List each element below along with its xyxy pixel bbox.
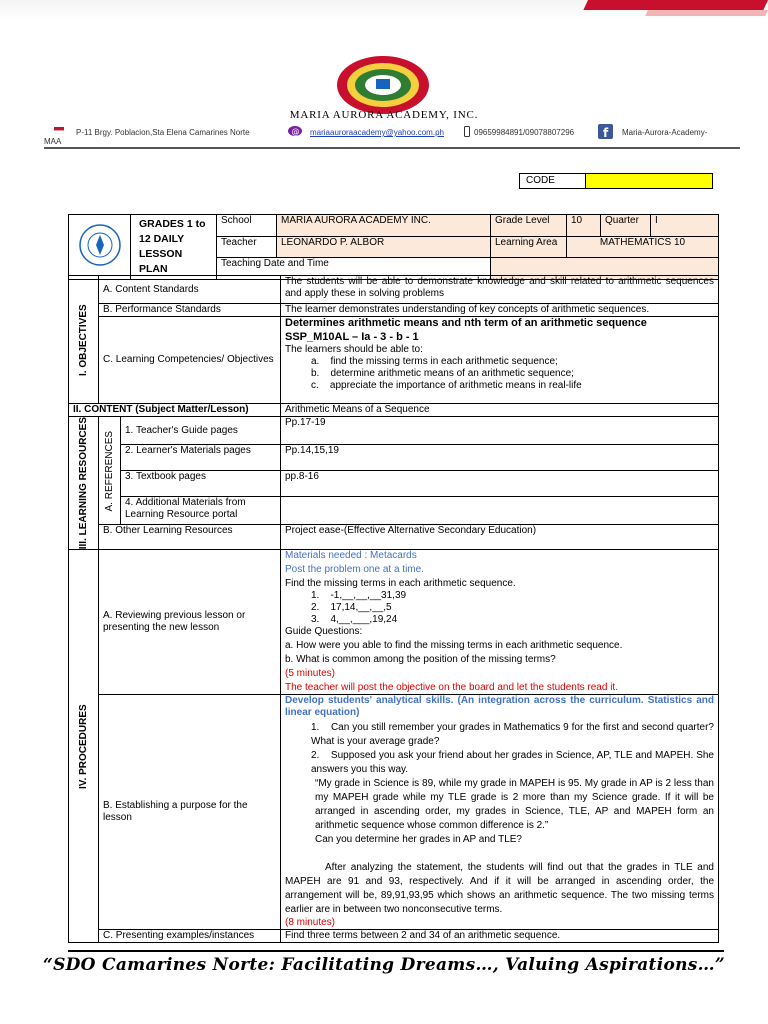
seq-item: 1. -1,__,__,__31,39: [311, 590, 407, 602]
phone-icon: [464, 126, 470, 139]
competency-item: c. appreciate the importance of arithmetic means in real-life: [311, 380, 582, 391]
seq-item: 3. 4,__,___,19,24: [311, 614, 398, 626]
question-2: 2. Supposed you ask your friend about her grades in Science, AP, TLE and MAPEH. She answers you this way.: [311, 750, 714, 776]
tb-value: pp.8-16: [281, 470, 719, 496]
proc-a-cell: [281, 550, 719, 695]
question-a: a. How were you able to find the missing terms in each arithmetic sequence.: [285, 640, 623, 652]
grade-quote: “My grade in Science is 89, while my grade in MAPEH is 95. My grade in AP is 2 less than my MAPEH grade while my TLE grade is 2 more than my Science grade. If it will be arranged in ascending order, my grades in Science, TLE, AP and MAPEH form an arithmetic sequence whose common difference is 2.”: [315, 778, 714, 832]
question-b: b. What is common among the position of the missing terms?: [285, 654, 556, 666]
date-label: Teaching Date and Time: [217, 258, 491, 280]
code-label: CODE: [520, 174, 586, 188]
svg-text:f: f: [603, 126, 609, 139]
am-value: [281, 496, 719, 524]
question-1: 1. Can you still remember your grades in Mathematics 9 for the first and second quarter? What is your average grade?: [311, 722, 714, 748]
competency-label: C. Learning Competencies/ Objectives: [99, 317, 281, 404]
content-label: II. CONTENT (Subject Matter/Lesson): [69, 404, 281, 417]
competency-title: Determines arithmetic means and nth term of an arithmetic sequence: [285, 317, 647, 329]
email-icon: [288, 126, 302, 138]
facebook-page[interactable]: Maria-Aurora-Academy-: [622, 128, 708, 137]
am-label: 4. Additional Materials from Learning Resource portal: [121, 496, 281, 524]
flag-icon: [54, 127, 64, 136]
competency-cell: [281, 317, 719, 404]
tb-label: 3. Textbook pages: [121, 470, 281, 496]
quarter-label: Quarter: [601, 215, 651, 237]
lesson-plan-table: [68, 275, 719, 943]
school-label: School: [217, 215, 277, 237]
deped-seal: [69, 215, 131, 280]
email-link[interactable]: mariaauroraacademy@yahoo.com.ph: [310, 128, 444, 137]
contact-bar: [44, 126, 734, 144]
competency-item: a. find the missing terms in each arithmetic sequence;: [311, 356, 558, 367]
other-label: B. Other Learning Resources: [99, 524, 281, 550]
tg-value: Pp.17-19: [281, 417, 719, 445]
proc-b-label: B. Establishing a purpose for the lesson: [99, 695, 281, 930]
competency-intro: The learners should be able to:: [285, 344, 423, 355]
area-value: MATHEMATICS 10: [567, 236, 719, 258]
lesson-info-table: [68, 214, 719, 280]
lm-value: Pp.14,15,19: [281, 445, 719, 471]
analysis-text: After analyzing the statement, the students will find out that the grades in TLE and MAPEH are 91 and 93, respectively. And if it will be arranged in ascending order, the arrangement will be, 89,91,93,95 which shows an arithmetic sequence. The two missing terms earlier are in between two nonconsecutive terms.: [285, 862, 714, 916]
academy-name: MARIA AURORA ACADEMY, INC.: [289, 109, 479, 121]
top-decoration: [0, 0, 768, 20]
resources-section: III. LEARNING RESOURCES: [69, 417, 99, 550]
proc-b-cell: [281, 695, 719, 930]
teacher-label: Teacher: [217, 236, 277, 258]
phone: 09659984891/09078807296: [474, 128, 575, 137]
proc-c-label: C. Presenting examples/instances: [99, 930, 281, 943]
other-value: Project ease-(Effective Alternative Secondary Education): [281, 524, 719, 550]
content-standards-label: A. Content Standards: [99, 276, 281, 304]
address: P-11 Brgy. Poblacion,Sta Elena Camarines Norte: [76, 128, 250, 137]
time-b: (8 minutes): [285, 917, 336, 929]
footer-divider: [68, 950, 724, 952]
teacher-value: LEONARDO P. ALBOR: [277, 236, 491, 258]
header-divider: [44, 147, 740, 149]
determine-grades: Can you determine her grades in AP and TLE?: [315, 834, 522, 846]
svg-text:@: @: [291, 127, 300, 136]
code-box: [519, 173, 713, 189]
competency-item: b. determine arithmetic means of an arithmetic sequence;: [311, 368, 574, 379]
seq-item: 2. 17,14,__,__,5: [311, 602, 392, 614]
competency-code: SSP_M10AL – Ia - 3 - b - 1: [285, 331, 419, 343]
performance-standards-label: B. Performance Standards: [99, 304, 281, 317]
academy-logo: [336, 55, 430, 115]
performance-standards: The learner demonstrates understanding of key concepts of arithmetic sequences.: [281, 304, 719, 317]
facebook-page-cont: MAA: [44, 137, 62, 146]
procedures-section: IV. PROCEDURES: [69, 550, 99, 943]
area-label: Learning Area: [491, 236, 567, 258]
materials-needed: Materials needed : Metacards: [285, 550, 417, 562]
plan-title: GRADES 1 to 12 DAILY LESSON PLAN: [131, 215, 217, 280]
content-value: Arithmetic Means of a Sequence: [281, 404, 719, 417]
find-missing: Find the missing terms in each arithmetic sequence.: [285, 578, 516, 590]
school-value: MARIA AURORA ACADEMY INC.: [277, 215, 491, 237]
facebook-icon: [598, 124, 613, 141]
lm-label: 2. Learner's Materials pages: [121, 445, 281, 471]
guide-questions: Guide Questions:: [285, 626, 363, 638]
references-label: A. REFERENCES: [99, 417, 121, 525]
content-standards: The students will be able to demonstrate knowledge and skill related to arithmetic sequences and apply these in solving problems: [281, 276, 719, 304]
grade-value: 10: [567, 215, 601, 237]
quarter-value: I: [651, 215, 719, 237]
proc-c-value: Find three terms between 2 and 34 of an arithmetic sequence.: [281, 930, 719, 943]
footer-slogan: “SDO Camarines Norte: Facilitating Dreams…, Valuing Aspirations…”: [42, 955, 726, 975]
proc-a-label: A. Reviewing previous lesson or presenting the new lesson: [99, 550, 281, 695]
grade-label: Grade Level: [491, 215, 567, 237]
objectives-section: I. OBJECTIVES: [69, 276, 99, 404]
analytical-heading: Develop students' analytical skills. (An integration across the curriculum. Statistics and linear equation): [285, 695, 714, 719]
code-value[interactable]: [586, 174, 712, 188]
time-a: (5 minutes): [285, 668, 336, 680]
tg-label: 1. Teacher's Guide pages: [121, 417, 281, 445]
post-problem: Post the problem one at a time.: [285, 564, 424, 576]
teacher-note: The teacher will post the objective on the board and let the students read it.: [285, 682, 618, 694]
